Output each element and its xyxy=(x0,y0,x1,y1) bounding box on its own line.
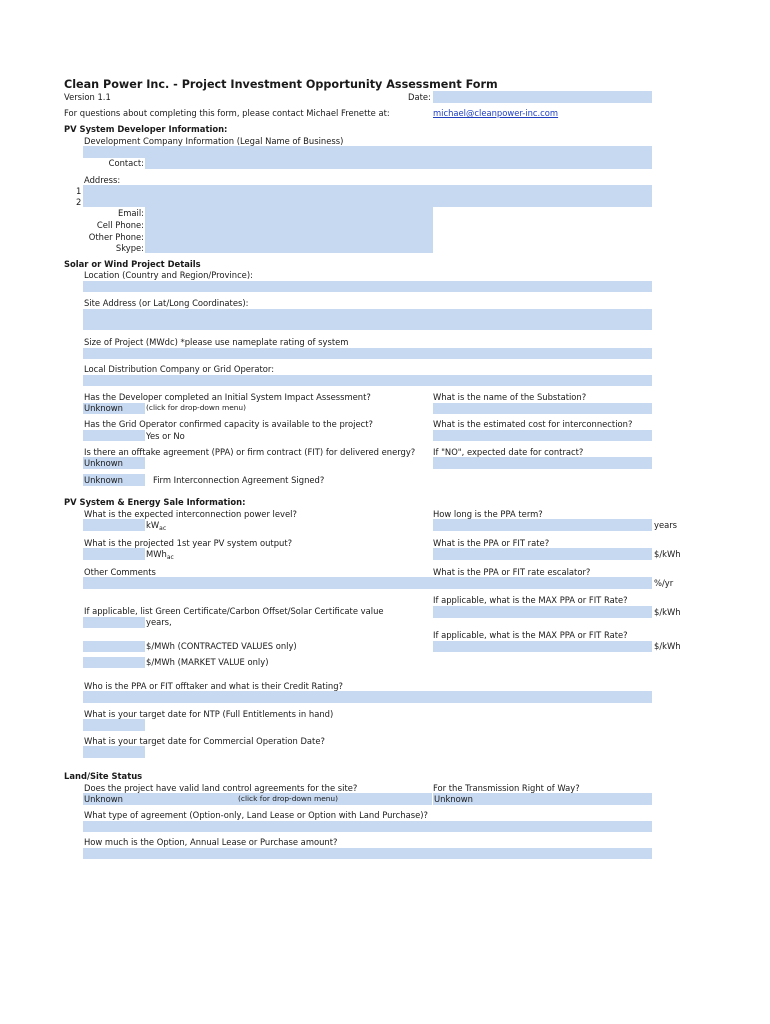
land-control-question: Does the project have valid land control agreements for the site? xyxy=(84,783,358,793)
output-field[interactable] xyxy=(83,548,145,560)
power-level-field[interactable] xyxy=(83,519,145,531)
output-question: What is the projected 1st year PV system output? xyxy=(84,538,293,548)
grid-capacity-question: Has the Grid Operator confirmed capacity is available to the project? xyxy=(84,419,373,429)
comments-label: Other Comments xyxy=(84,567,156,577)
agreement-type-field[interactable] xyxy=(83,821,652,832)
other-phone-field[interactable] xyxy=(145,230,433,242)
power-level-question: What is the expected interconnection power level? xyxy=(84,509,297,519)
offtake-dropdown[interactable] xyxy=(83,457,145,469)
address-line2-number: 2 xyxy=(76,197,82,207)
interconnection-cost-question: What is the estimated cost for interconnection? xyxy=(433,419,633,429)
location-label: Location (Country and Region/Province): xyxy=(84,270,253,280)
power-level-unit xyxy=(146,520,166,534)
version-label: Version 1.1 xyxy=(64,92,111,102)
escalator-question: What is the PPA or FIT rate escalator? xyxy=(433,567,591,577)
address-line1-field[interactable] xyxy=(83,185,652,196)
skype-field[interactable] xyxy=(145,242,433,253)
land-control-dropdown[interactable] xyxy=(83,793,432,805)
right-of-way-value: Unknown xyxy=(434,794,473,804)
max-rate-field-1[interactable] xyxy=(433,606,652,618)
cell-phone-label: Cell Phone: xyxy=(96,220,144,230)
address-line1-number: 1 xyxy=(76,186,82,196)
market-value-label: $/MWh (MARKET VALUE only) xyxy=(146,657,269,667)
sia-dropdown-value: Unknown xyxy=(84,403,123,413)
escalator-unit: %/yr xyxy=(654,578,674,588)
contracted-value-label: $/MWh (CONTRACTED VALUES only) xyxy=(146,641,297,651)
sia-question: Has the Developer completed an Initial System Impact Assessment? xyxy=(84,392,371,402)
email-label: Email: xyxy=(117,208,144,218)
yes-no-hint: Yes or No xyxy=(146,431,185,441)
energy-section-heading: PV System & Energy Sale Information: xyxy=(64,497,246,507)
cell-phone-field[interactable] xyxy=(145,218,433,230)
contract-date-field[interactable] xyxy=(433,457,652,469)
substation-field[interactable] xyxy=(433,403,652,414)
years-unit: years xyxy=(654,520,678,530)
other-phone-label: Other Phone: xyxy=(88,232,144,242)
date-label: Date: xyxy=(408,92,431,102)
sia-dropdown[interactable] xyxy=(83,403,145,414)
offtaker-field[interactable] xyxy=(83,691,652,703)
output-unit-subscript: ac xyxy=(166,554,174,561)
rate-field[interactable] xyxy=(433,548,652,560)
contracted-value-field[interactable] xyxy=(83,641,145,652)
land-control-dropdown-hint: (click for drop-down menu) xyxy=(238,794,338,803)
contact-label: Contact: xyxy=(108,158,144,168)
green-certificate-label: If applicable, list Green Certificate/Carbon Offset/Solar Certificate value xyxy=(84,606,384,616)
address-label: Address: xyxy=(84,175,121,185)
project-size-label: Size of Project (MWdc) *please use nameplate rating of system xyxy=(84,337,349,347)
land-section-heading: Land/Site Status xyxy=(64,771,143,781)
sia-dropdown-hint: (click for drop-down menu) xyxy=(146,403,246,412)
interconnection-cost-field[interactable] xyxy=(433,430,652,441)
substation-question: What is the name of the Substation? xyxy=(433,392,587,402)
max-rate-question-2: If applicable, what is the MAX PPA or FIT Rate? xyxy=(433,630,628,640)
ntp-date-field[interactable] xyxy=(83,719,145,731)
rate-unit: $/kWh xyxy=(654,549,681,559)
offtake-dropdown-value: Unknown xyxy=(84,458,123,468)
agreement-type-question: What type of agreement (Option-only, Land Lease or Option with Land Purchase)? xyxy=(84,810,428,820)
right-of-way-question: For the Transmission Right of Way? xyxy=(433,783,580,793)
site-address-label: Site Address (or Lat/Long Coordinates): xyxy=(84,298,249,308)
contact-field[interactable] xyxy=(145,157,652,169)
contract-date-question: If "NO", expected date for contract? xyxy=(433,447,584,457)
power-unit-subscript: ac xyxy=(159,525,167,532)
project-section-heading: Solar or Wind Project Details xyxy=(64,259,201,269)
green-certificate-years-field[interactable] xyxy=(83,617,145,628)
contact-email-link[interactable]: michael@cleanpower-inc.com xyxy=(433,108,559,118)
ntp-date-question: What is your target date for NTP (Full Entitlements in hand) xyxy=(84,709,334,719)
cod-date-question: What is your target date for Commercial Operation Date? xyxy=(84,736,325,746)
ldc-label: Local Distribution Company or Grid Operator: xyxy=(84,364,275,374)
fia-dropdown-value: Unknown xyxy=(84,475,123,485)
grid-capacity-dropdown[interactable] xyxy=(83,430,145,441)
site-address-field[interactable] xyxy=(83,309,652,330)
address-line2-field[interactable] xyxy=(83,196,652,207)
fia-dropdown[interactable] xyxy=(83,474,145,486)
project-size-field[interactable] xyxy=(83,348,652,359)
ldc-field[interactable] xyxy=(83,375,652,386)
land-control-value: Unknown xyxy=(84,794,123,804)
market-value-field[interactable] xyxy=(83,657,145,668)
developer-section-heading: PV System Developer Information: xyxy=(64,124,228,134)
email-field[interactable] xyxy=(145,207,433,218)
fia-label: Firm Interconnection Agreement Signed? xyxy=(153,475,325,485)
rate-question: What is the PPA or FIT rate? xyxy=(433,538,550,548)
offtake-question: Is there an offtake agreement (PPA) or firm contract (FIT) for delivered energy? xyxy=(84,447,416,457)
right-of-way-dropdown[interactable] xyxy=(433,793,652,805)
comments-field[interactable] xyxy=(83,577,652,589)
date-field[interactable] xyxy=(433,91,652,103)
amount-field[interactable] xyxy=(83,848,652,859)
output-unit xyxy=(146,549,174,563)
company-label: Development Company Information (Legal Name of Business) xyxy=(84,136,344,146)
contact-instructions: For questions about completing this form, please contact Michael Frenette at: xyxy=(64,108,390,118)
max-rate-unit-1: $/kWh xyxy=(654,607,681,617)
form-title: Clean Power Inc. - Project Investment Opportunity Assessment Form xyxy=(64,78,498,91)
max-rate-question-1: If applicable, what is the MAX PPA or FIT Rate? xyxy=(433,595,628,605)
power-unit-main: kW xyxy=(146,520,160,530)
ppa-term-field[interactable] xyxy=(433,519,652,531)
amount-question: How much is the Option, Annual Lease or Purchase amount? xyxy=(84,837,338,847)
offtaker-question: Who is the PPA or FIT offtaker and what is their Credit Rating? xyxy=(84,681,343,691)
green-certificate-years-label: years, xyxy=(146,617,172,627)
ppa-term-question: How long is the PPA term? xyxy=(433,509,543,519)
skype-label: Skype: xyxy=(115,243,144,253)
max-rate-unit-2: $/kWh xyxy=(654,641,681,651)
cod-date-field[interactable] xyxy=(83,746,145,758)
output-unit-main: MWh xyxy=(146,549,167,559)
location-field[interactable] xyxy=(83,281,652,292)
max-rate-field-2[interactable] xyxy=(433,641,652,652)
